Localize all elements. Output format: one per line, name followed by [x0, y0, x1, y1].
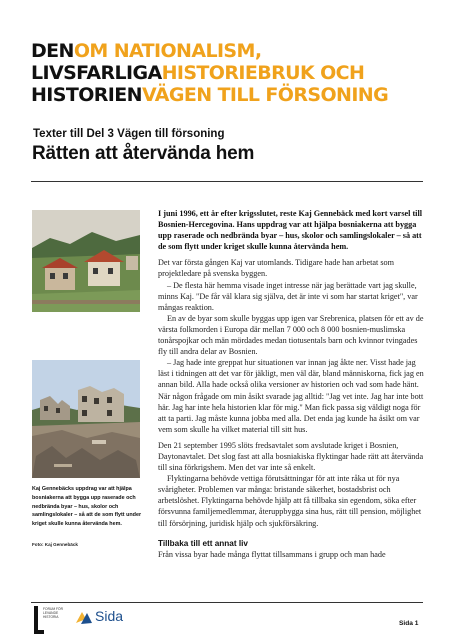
masthead-right-phrase: HISTORIEBRUK OCH	[161, 62, 365, 84]
body-paragraph: – De flesta här hemma visade inget intresse när jag berättade vart jag skulle, minns Kaj. "De får väl klara sig själva, det är inte vi som har startat kriget", var mångas reaktion.	[158, 280, 418, 312]
masthead-right-phrase: VÄGEN TILL FÖRSONING	[141, 84, 389, 106]
photo-credit: Foto: Kaj Gennebäck	[32, 542, 78, 547]
ruined-buildings-photo	[32, 360, 140, 478]
body-paragraph: Från vissa byar hade många flyttat tillsammans i grupp och man hade	[158, 549, 386, 559]
institution-logo-text: FORUM FÖR LEVANDE HISTORIA	[43, 607, 63, 619]
footer-rule	[31, 602, 423, 603]
body-paragraph: Flyktingarna behövde vettiga förutsättningar för att inte råka ut för nya svårigheter. Problemen var många: bristande säkerhet, bostadsbrist och arbetslöshet. Flyktingarna behövde hjälp att få tillbaka sin egendom, söka efter försvunna familjemedlemmar, återuppbygga sina hus, rätt till pension, möjlighet till försörjning, juridisk hjälp och sjukförsäkring.	[158, 474, 422, 528]
series-label: Texter till Del 3 Vägen till försoning	[33, 128, 225, 140]
masthead-right-phrase: OM NATIONALISM,	[73, 40, 262, 62]
masthead-row	[31, 40, 431, 62]
masthead-row	[31, 62, 431, 84]
sida-logo-text: Sida	[95, 608, 124, 624]
top-rule	[31, 181, 423, 182]
subheading: Tillbaka till ett annat liv	[158, 538, 248, 548]
masthead-row	[31, 84, 431, 106]
sida-logo	[74, 608, 124, 632]
body-paragraph: En av de byar som skulle byggas upp igen var Srebrenica, platsen för ett av de värsta folkmorden i Europa där mellan 7 000 och 8 000 bosnien-muslimska tonårspojkar och män mördades medan tiotusentals barn och kvinnor tvingades fly till andra delar av Bosnien.	[158, 313, 424, 357]
logo-mark	[34, 630, 44, 634]
village-houses-photo	[32, 210, 140, 312]
body-paragraph: Det var första gången Kaj var utomlands. Tidigare hade han arbetat som projektledare på svenska byggen.	[158, 258, 395, 279]
masthead-left-word: LIVSFARLIGA	[31, 62, 162, 84]
sida-emblem-icon	[74, 609, 94, 627]
body-paragraph: – Jag hade inte greppat hur situationen var innan jag åkte ner. Visst hade jag läst i tidningen att det var för jäkligt, men väl där, bland människorna, fick jag en annan bild. Alla hade också olika versioner av historien och vad som hade hänt. När någon frågade om min åsikt svarade jag alltid: "Jag vet inte. Jag har inte bott här. Jag har inte hela historien klar för mig." Man fick passa sig väldigt noga för att ta parti. Jag måste kunna jobba med alla. Det enda jag kunde ha åsikt om var vem som skulle ha vilket material till sitt hus.	[158, 358, 424, 434]
body-paragraph: Den 21 september 1995 slöts fredsavtalet som avslutade kriget i Bosnien, Daytonavtalet. Det slog fast att alla bosniakiska flyktingar hade rätt att återvända till sina förkrigshem. Men det var inte så enkelt.	[158, 440, 424, 473]
page-number: Sida 1	[399, 620, 419, 627]
masthead-left-word: HISTORIEN	[31, 84, 142, 106]
article-body	[158, 208, 425, 560]
institution-logo	[34, 606, 68, 636]
photo-caption: Kaj Gennebäcks uppdrag var att hjälpa bosniakerna att bygga upp raserade och nedbrända byar – hus, skolor och samlingslokaler – så att de som flytt under kriget skulle kunna återvända hem.	[32, 486, 142, 528]
lead-paragraph: I juni 1996, ett år efter krigsslutet, reste Kaj Gennebäck med kort varsel till Bosnien-Hercegovina. Hans uppdrag var att hjälpa bosniakerna att bygga upp raserade och nedbrända byar – hus, skolor och samlingslokaler – så att de som flytt under kriget skulle kunna återvända hem.	[158, 209, 423, 252]
masthead-left-word: DEN	[31, 40, 74, 62]
article-title: Rätten att återvända hem	[32, 143, 255, 164]
masthead	[31, 40, 431, 106]
